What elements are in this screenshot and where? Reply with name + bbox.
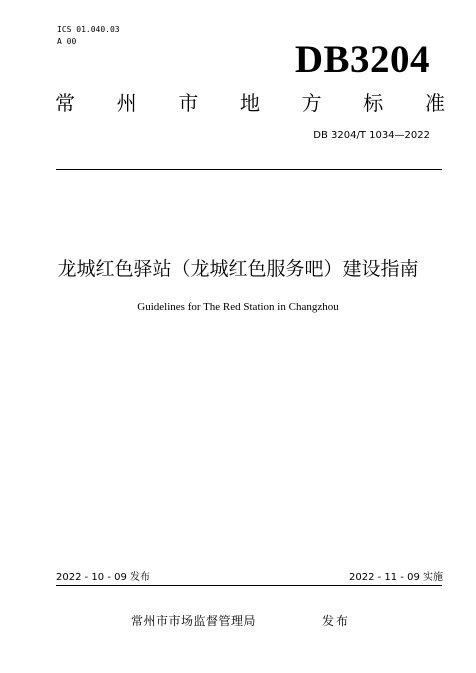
standard-number: DB 3204/T 1034—2022 xyxy=(313,130,430,141)
ccs-code: A 00 xyxy=(57,37,77,46)
issue-label: 发布 xyxy=(322,614,351,628)
document-title-cn: 龙城红色驿站（龙城红色服务吧）建设指南 xyxy=(57,258,419,280)
standard-type-title xyxy=(55,90,445,116)
issuing-authority: 常州市市场监督管理局 xyxy=(131,614,257,628)
standard-type-char: 准 xyxy=(424,91,445,115)
document-title-en: Guidelines for The Red Station in Changzhou xyxy=(137,301,339,313)
classification-codes xyxy=(57,24,120,48)
standard-type-char: 常 xyxy=(55,91,75,115)
standard-code: DB3204 xyxy=(294,38,430,81)
standard-type-char: 方 xyxy=(301,91,322,115)
standard-type-char: 市 xyxy=(178,91,199,115)
bottom-divider xyxy=(56,585,442,586)
top-divider xyxy=(56,169,442,170)
ics-code: ICS 01.040.03 xyxy=(57,25,120,34)
standard-type-char: 州 xyxy=(116,91,137,115)
standard-type-char: 标 xyxy=(363,91,384,115)
publish-date: 2022 - 10 - 09 发布 xyxy=(56,572,151,583)
implement-date: 2022 - 11 - 09 实施 xyxy=(348,572,443,583)
standard-type-char: 地 xyxy=(239,91,260,115)
